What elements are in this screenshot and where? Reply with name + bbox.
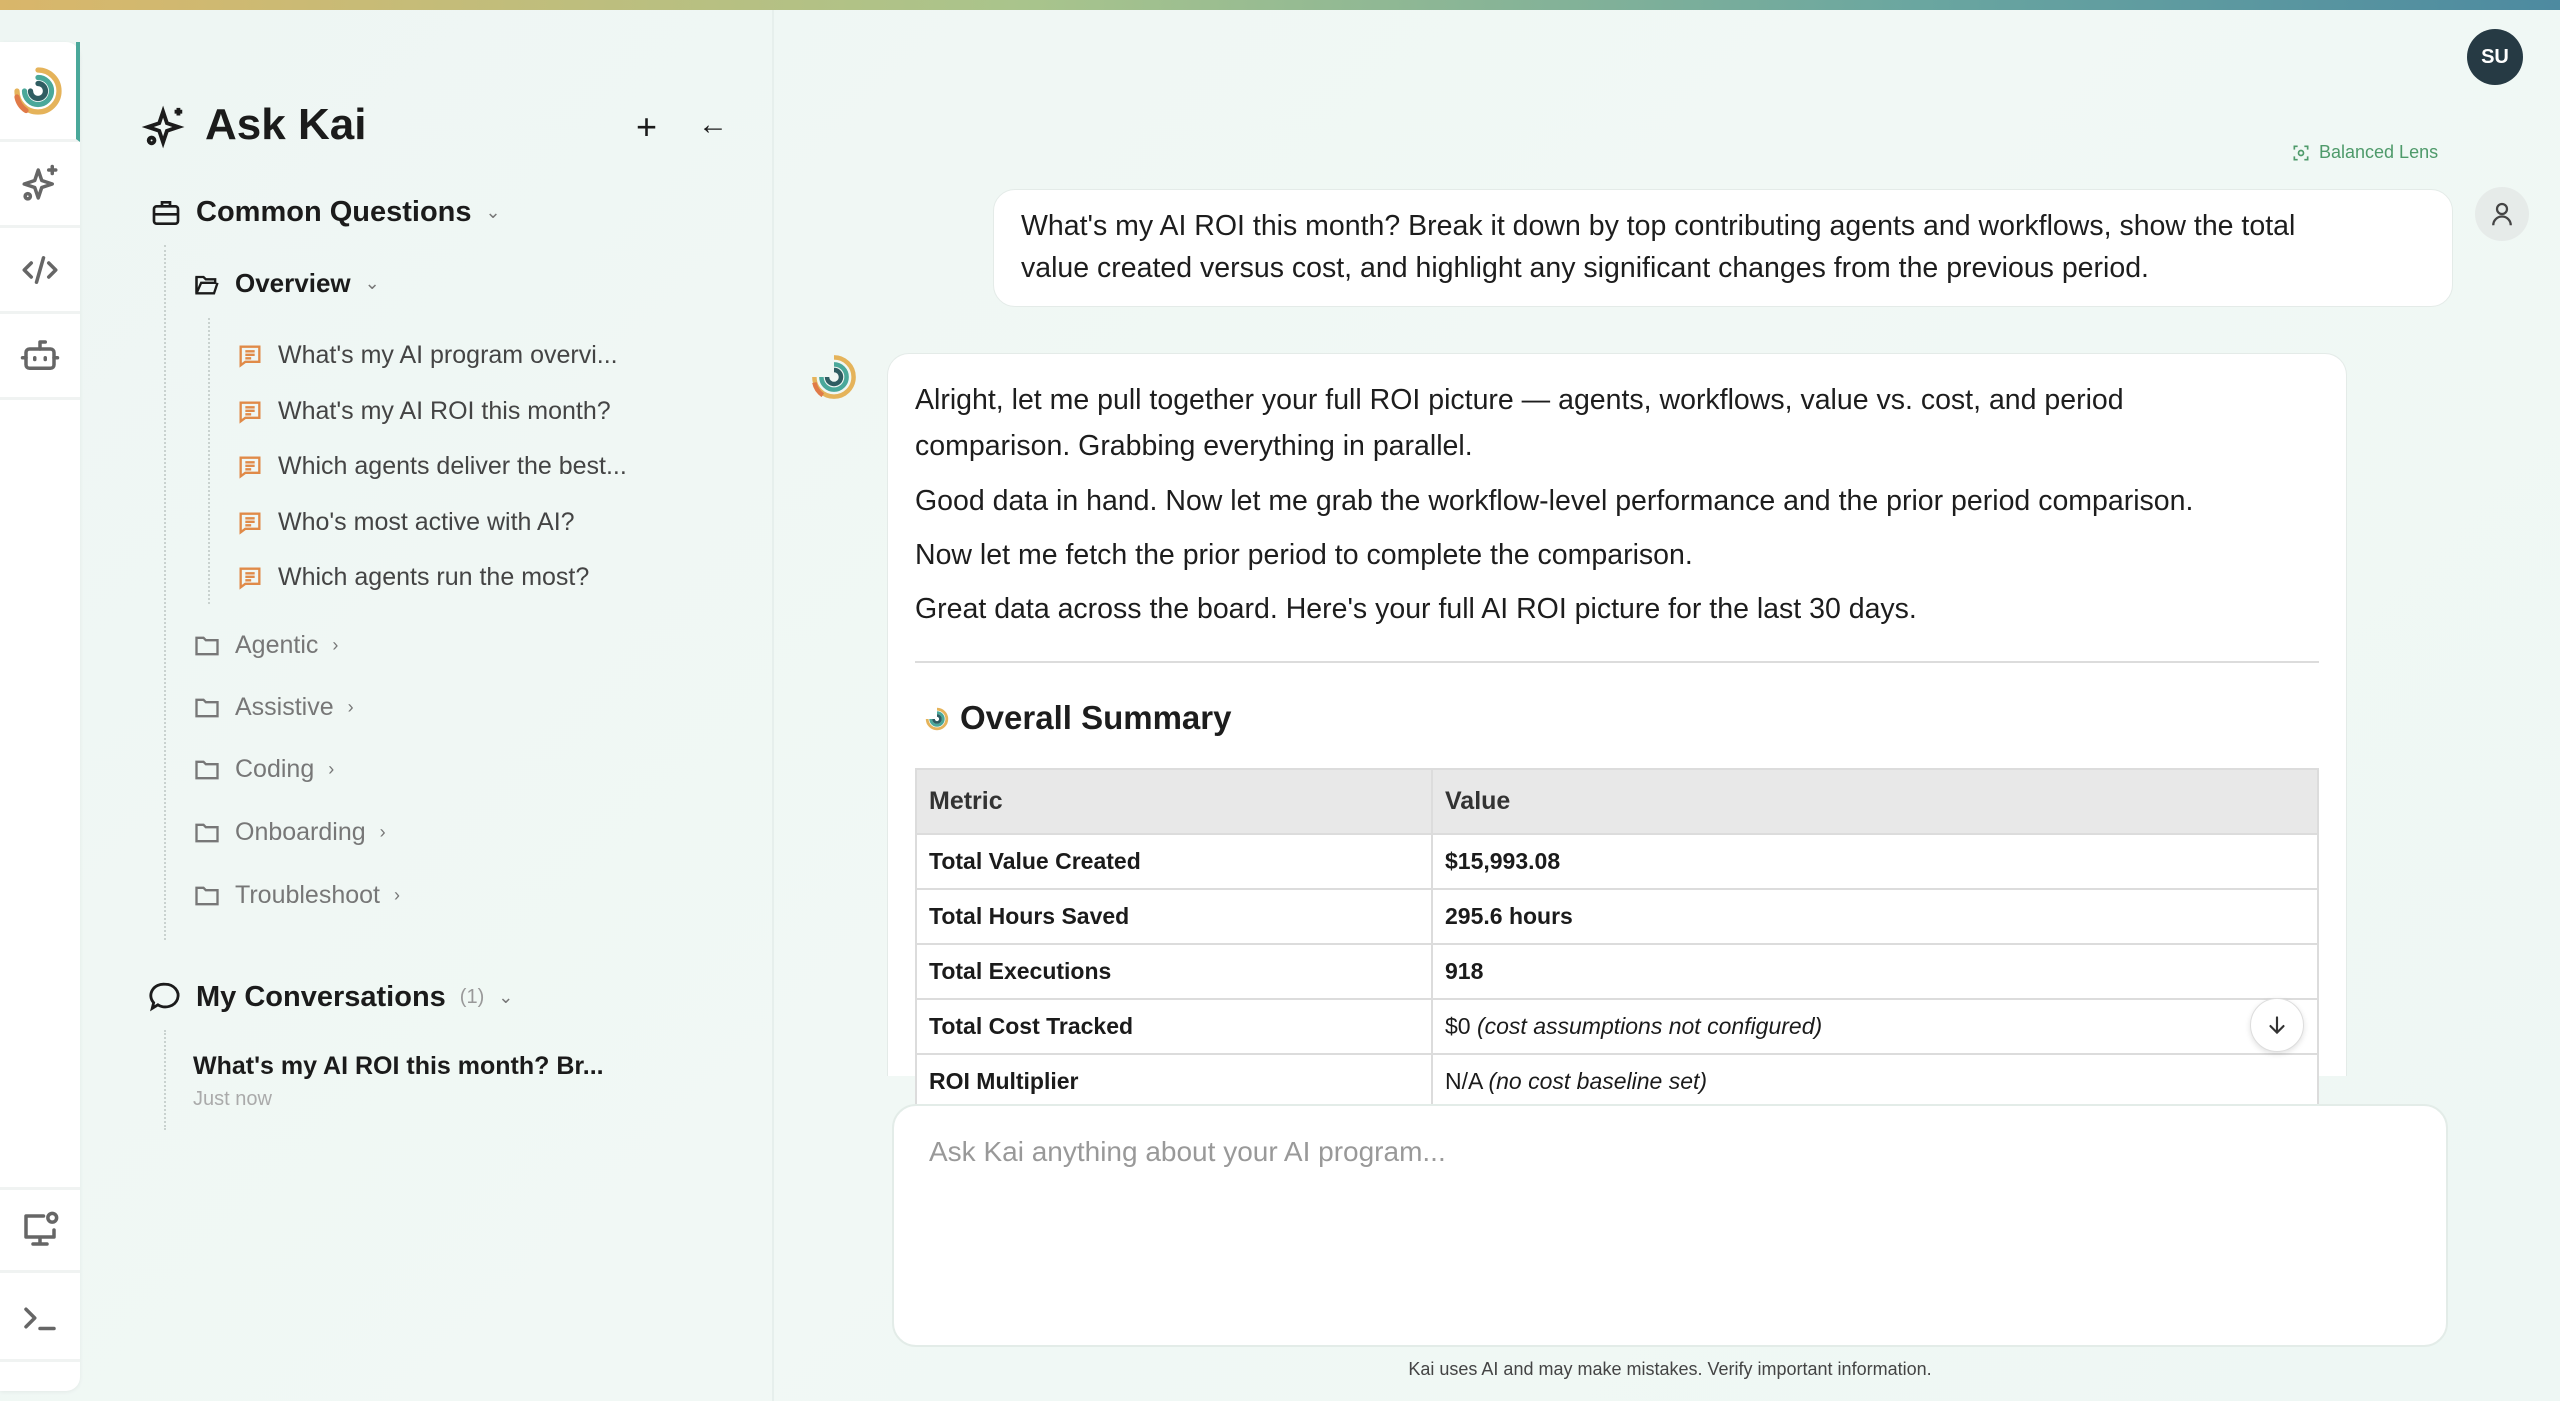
folder-row[interactable] <box>193 631 338 660</box>
kai-logo-button[interactable] <box>0 42 80 142</box>
terminal-icon <box>19 1297 61 1339</box>
folder-icon <box>193 819 221 847</box>
chevron-right-icon: › <box>332 635 339 655</box>
user-icon <box>2475 187 2529 241</box>
scroll-to-bottom-button[interactable] <box>2250 998 2304 1052</box>
summary-table <box>915 768 2319 1110</box>
question-item[interactable]: Who's most active with AI? <box>278 508 575 536</box>
section-heading: Overall Summary <box>960 699 1232 736</box>
bot-icon <box>19 335 61 377</box>
spiral-icon <box>923 705 951 733</box>
my-conversations-row[interactable] <box>148 980 513 1014</box>
assistant-text-line: Alright, let me pull together your full ROI picture — agents, workflows, value vs. cost, and period <box>915 384 2124 416</box>
assistant-text-line: Now let me fetch the prior period to complete the comparison. <box>915 539 1693 571</box>
chevron-right-icon: › <box>347 697 354 717</box>
rail-settings[interactable] <box>0 1187 80 1273</box>
column-header: Value <box>1432 769 2318 834</box>
folder-troubleshoot[interactable]: Troubleshoot <box>235 881 380 909</box>
question-item[interactable]: What's my AI program overvi... <box>278 341 618 369</box>
monitor-settings-icon <box>19 1209 61 1251</box>
rail-agents[interactable] <box>0 314 80 400</box>
folder-icon <box>193 756 221 784</box>
message-icon <box>236 564 264 592</box>
sidebar-title: Ask Kai <box>205 100 367 149</box>
value-cell <box>1432 999 2318 1054</box>
chevron-down-icon[interactable]: ⌄ <box>485 202 501 222</box>
table-row <box>916 889 2318 944</box>
column-header: Metric <box>916 769 1432 834</box>
value-amount: N/A <box>1445 1068 1483 1094</box>
chevron-down-icon: ⌄ <box>364 273 380 293</box>
tree-line <box>164 245 166 940</box>
top-accent-bar <box>0 0 2560 10</box>
divider <box>915 661 2319 663</box>
folder-open-icon <box>193 270 221 298</box>
question-item[interactable]: Which agents deliver the best... <box>278 452 627 480</box>
value-amount: $0 <box>1445 1013 1471 1039</box>
metric-cell: ROI Multiplier <box>916 1054 1432 1109</box>
chat-bubble-icon <box>148 980 182 1014</box>
folder-icon <box>193 694 221 722</box>
rail-terminal[interactable] <box>0 1276 80 1362</box>
folder-row[interactable] <box>193 818 386 847</box>
disclaimer: Kai uses AI and may make mistakes. Verify important information. <box>1408 1359 1932 1379</box>
value-note: (cost assumptions not configured) <box>1476 1013 1823 1039</box>
table-row <box>916 999 2318 1054</box>
table-row <box>916 834 2318 889</box>
question-item[interactable]: Which agents run the most? <box>278 563 590 591</box>
user-avatar[interactable]: SU <box>2467 29 2523 85</box>
chevron-right-icon: › <box>394 885 400 905</box>
folder-icon <box>193 882 221 910</box>
conversation-item-title[interactable]: What's my AI ROI this month? Br... <box>193 1052 604 1080</box>
value-cell: 918 <box>1432 944 2318 999</box>
metric-cell: Total Executions <box>916 944 1432 999</box>
my-conversations-header[interactable]: My Conversations <box>196 980 446 1013</box>
table-row <box>916 944 2318 999</box>
overview-folder[interactable]: Overview <box>235 268 351 298</box>
chat-input[interactable] <box>892 1104 2448 1347</box>
value-note: (no cost baseline set) <box>1488 1068 1708 1094</box>
metric-cell: Total Value Created <box>916 834 1432 889</box>
conversation-item-time: Just now <box>193 1088 272 1110</box>
rail-code[interactable] <box>0 228 80 314</box>
folder-row[interactable] <box>193 693 354 722</box>
lens-label: Balanced Lens <box>2319 142 2439 162</box>
assistant-text-line: Good data in hand. Now let me grab the workflow-level performance and the prior period comparison. <box>915 485 2194 517</box>
user-message <box>993 189 2453 307</box>
folder-onboarding[interactable]: Onboarding <box>235 818 366 846</box>
assistant-text-line: comparison. Grabbing everything in parallel. <box>915 430 1473 462</box>
assistant-text-line: Great data across the board. Here's your full AI ROI picture for the last 30 days. <box>915 593 1917 625</box>
arrow-down-icon <box>2264 1012 2290 1038</box>
folder-coding[interactable]: Coding <box>235 755 315 783</box>
common-questions-header[interactable]: Common Questions <box>196 196 472 228</box>
message-icon <box>236 509 264 537</box>
value-cell: $15,993.08 <box>1432 834 2318 889</box>
folder-row[interactable] <box>193 881 400 910</box>
chevron-right-icon: › <box>379 822 386 842</box>
folder-assistive[interactable]: Assistive <box>235 693 334 721</box>
focus-icon <box>2291 143 2311 163</box>
sparkle-icon <box>142 104 188 150</box>
question-item[interactable]: What's my AI ROI this month? <box>278 397 611 425</box>
metric-cell: Total Cost Tracked <box>916 999 1432 1054</box>
message-icon <box>236 453 264 481</box>
user-message-line: value created versus cost, and highlight any significant changes from the previous period. <box>1021 252 2149 284</box>
user-message-line: What's my AI ROI this month? Break it down by top contributing agents and workflows, show the total <box>1021 210 2296 242</box>
message-icon <box>236 398 264 426</box>
rail-ask-kai[interactable] <box>0 142 80 228</box>
overview-row[interactable] <box>193 268 380 299</box>
common-questions-row[interactable] <box>150 196 501 229</box>
tree-line <box>164 1030 166 1130</box>
table-row <box>916 1054 2318 1109</box>
briefcase-icon <box>150 197 182 229</box>
chat-input-field[interactable] <box>929 1136 2409 1316</box>
nav-rail <box>0 42 80 1391</box>
balanced-lens-badge[interactable] <box>2291 142 2438 163</box>
message-icon <box>236 342 264 370</box>
folder-agentic[interactable]: Agentic <box>235 631 319 659</box>
value-cell <box>1432 1054 2318 1109</box>
collapse-sidebar-button[interactable]: ← <box>698 108 728 141</box>
value-cell: 295.6 hours <box>1432 889 2318 944</box>
sparkle-icon <box>19 163 61 205</box>
metric-cell: Total Hours Saved <box>916 889 1432 944</box>
folder-icon <box>193 632 221 660</box>
spiral-logo-icon <box>8 61 68 121</box>
assistant-message <box>887 353 2347 1094</box>
code-icon <box>19 249 61 291</box>
chevron-right-icon: › <box>328 759 335 779</box>
conversation-count: (1) <box>459 985 485 1008</box>
table-header-row <box>916 769 2318 834</box>
chevron-down-icon[interactable]: ⌄ <box>498 986 514 1007</box>
folder-row[interactable] <box>193 755 334 784</box>
kai-avatar-icon <box>806 349 862 405</box>
tree-line <box>208 318 210 604</box>
new-chat-button[interactable]: + <box>636 106 658 147</box>
